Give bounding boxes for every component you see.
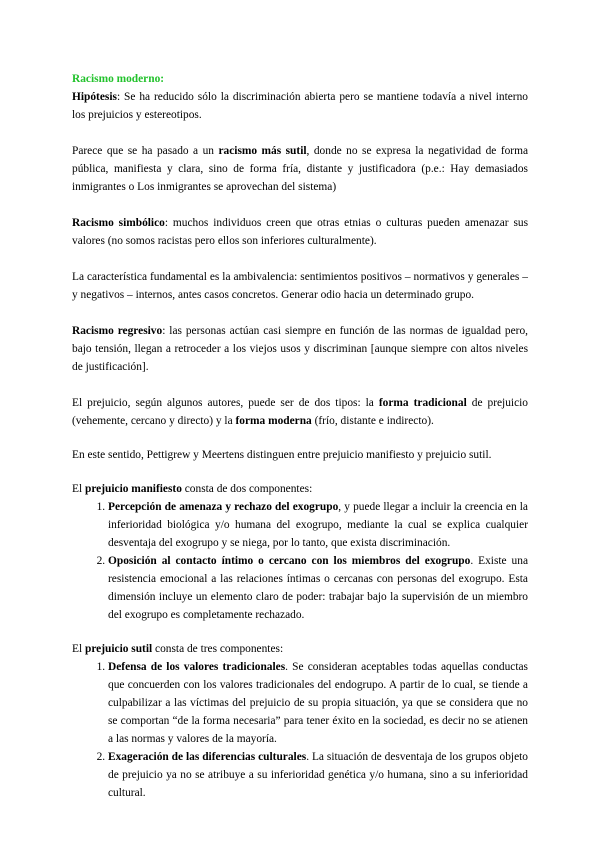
sutil-bold: racismo más sutil [218,145,307,157]
paragraph-pettigrew: En este sentido, Pettigrew y Meertens distinguen entre prejuicio manifiesto y prejuicio sutil. [72,449,492,461]
sutil-item-2-bold: Exageración de las diferencias culturales [108,751,307,763]
paragraph-regresivo [72,322,528,376]
manifiesto-item-1-text: , y puede llegar a incluir la creencia en la inferioridad biológica y/o humana del exogrupo, mediante la cual se explica cualquier desventaja del exogrupo y se niega, por lo tanto, que exista discriminación. [108,501,528,549]
sutil-post: , donde no se expresa la negatividad de forma pública, manifiesta y clara, sino de forma fría, distante y justificadora (p.e.: Hay demasiados inmigrantes o Los inmigrantes se aprovechan del sistema) [72,145,529,193]
list-item [108,498,528,552]
tipos-bold-2: forma moderna [235,415,312,427]
paragraph-ambivalencia: La característica fundamental es la ambivalencia: sentimientos positivos – normativos y generales – y negativos – internos, antes casos concretos. Generar odio hacia un determinado grupo. [72,271,528,301]
paragraph-tipos [72,394,528,430]
list-item [108,748,528,802]
list-item [108,552,528,624]
simbolico-label: Racismo simbólico [72,217,165,229]
hipotesis-text: : Se ha reducido sólo la discriminación abierta pero se mantiene todavía a nivel interno los prejuicios y estereotipos. [72,91,528,121]
manifiesto-bold: prejuicio manifiesto [84,483,182,495]
sutil-prejuicio-pre: El [72,643,85,655]
section-title: Racismo moderno: [72,73,165,85]
sutil-item-1-text: . Se consideran aceptables todas aquellas conductas que concuerden con los valores tradicionales del endogrupo. A partir de lo cual, se tiende a culpabilizar a las víctimas del prejuicio de su propia situación, ya que se considera que no se comportan “de la forma necesaria” para tener éxito en la sociedad, es decir no se atienen a las normas y valores de la mayoría. [108,661,528,745]
paragraph-sutil-intro [72,640,528,658]
simbolico-text: : muchos individuos creen que otras etnias o culturas pueden amenazar sus valores (no somos racistas pero ellos son inferiores culturalmente). [72,217,528,247]
regresivo-label: Racismo regresivo [72,325,163,337]
tipos-post: (frío, distante e indirecto). [311,415,434,427]
paragraph-hipotesis [72,88,528,124]
tipos-pre: El prejuicio, según algunos autores, puede ser de dos tipos: la [72,397,379,409]
manifiesto-post: consta de dos componentes: [181,483,313,495]
manifiesto-item-1-bold: Percepción de amenaza y rechazo del exogrupo [108,501,339,513]
regresivo-text: : las personas actúan casi siempre en función de las normas de igualdad pero, bajo tensión, llegan a retroceder a los viejos usos y discriminan [aunque siempre con altos niveles de justificación]. [72,325,528,373]
tipos-mid: de prejuicio (vehemente, cercano y directo) y la [72,397,528,427]
sutil-item-2-text: . La situación de desventaja de los grupos objeto de prejuicio ya no se atribuye a su inferioridad genética y/o humana, sino a su inferioridad cultural. [108,751,528,799]
sutil-prejuicio-post: consta de tres componentes: [152,643,284,655]
sutil-pre: Parece que se ha pasado a un [72,145,219,157]
paragraph-manifiesto-intro [72,480,528,498]
sutil-item-1-bold: Defensa de los valores tradicionales [108,661,286,673]
manifiesto-item-2-text: . Existe una resistencia emocional a las relaciones íntimas o cercanas con personas del exogrupo. Esta dimensión incluye un elemento claro de poder: trabajar bajo la supervisión de un miembro del exogrupo es completamente rechazado. [108,555,528,621]
manifiesto-pre: El [72,483,85,495]
manifiesto-item-2-bold: Oposición al contacto íntimo o cercano con los miembros del exogrupo [108,555,471,567]
sutil-prejuicio-bold: prejuicio sutil [84,643,153,655]
paragraph-sutil [72,142,528,196]
list-item [108,658,528,748]
tipos-bold-1: forma tradicional [378,397,467,409]
hipotesis-label: Hipótesis [72,91,117,103]
paragraph-simbolico [72,214,528,250]
manifiesto-list [72,498,528,624]
sutil-list [72,658,528,802]
